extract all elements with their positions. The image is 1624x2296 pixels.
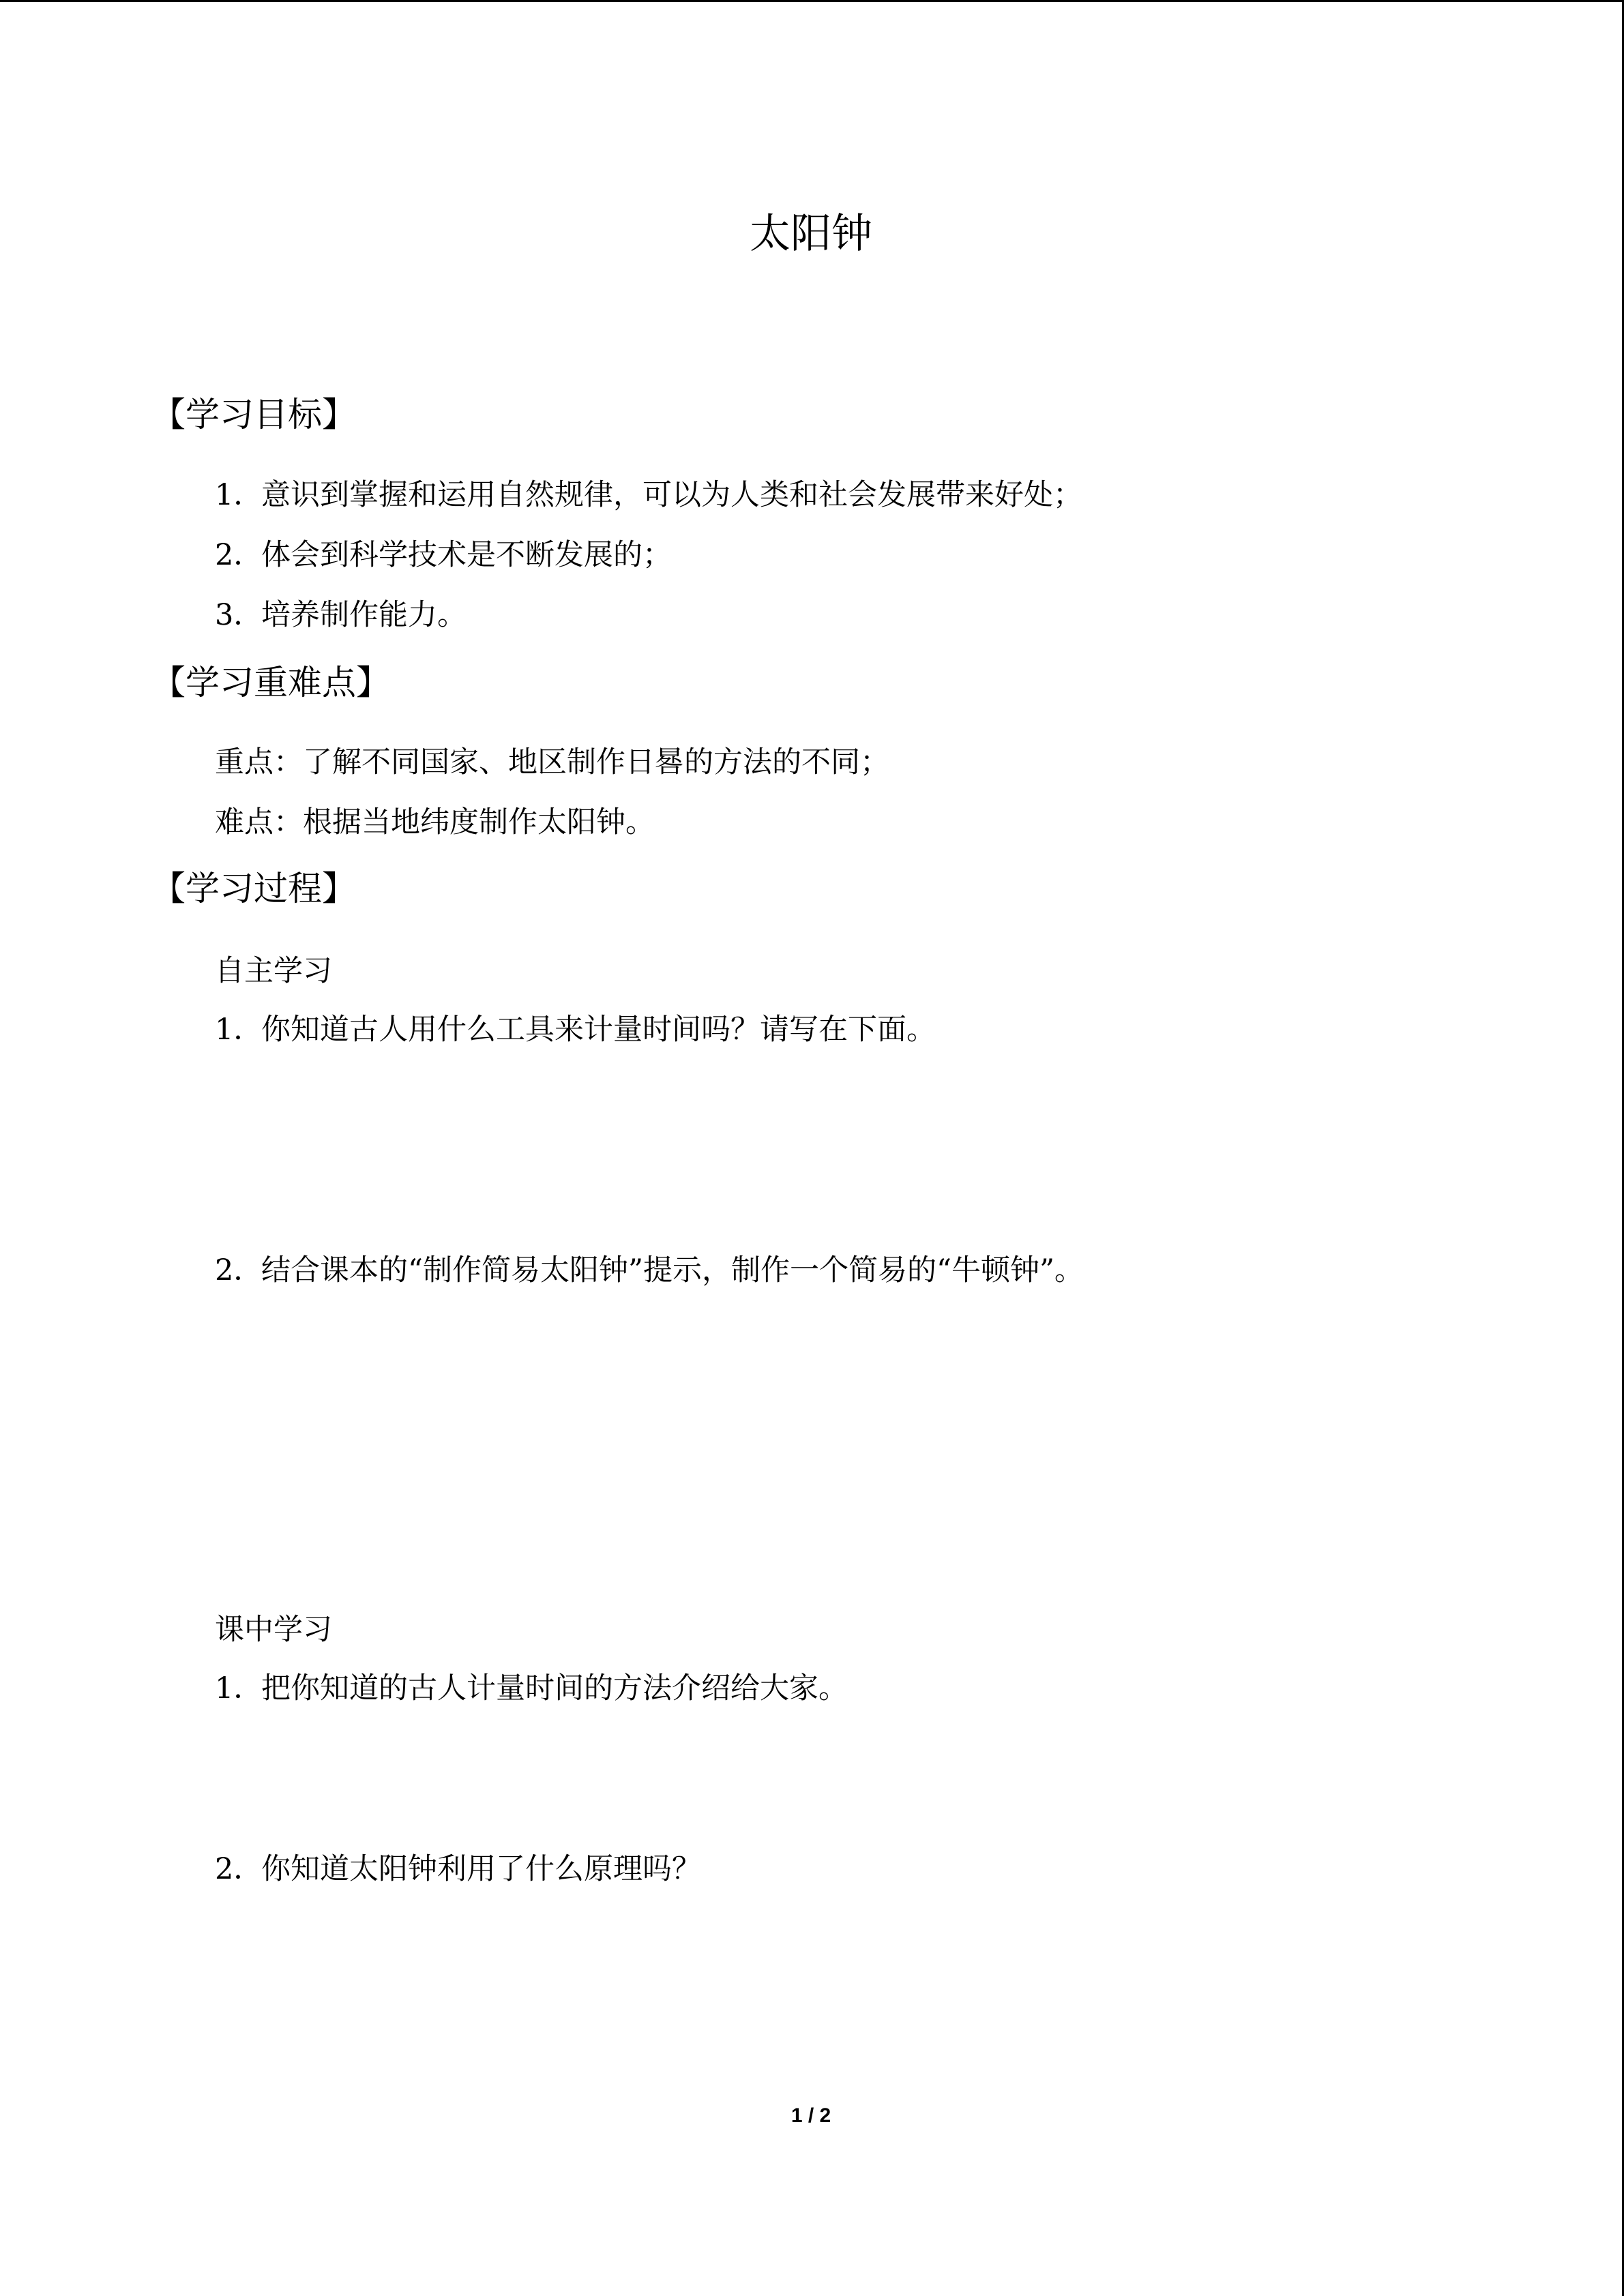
self-study-item-1 xyxy=(215,1009,936,1050)
objective-text: 体会到科学技术是不断发展的； xyxy=(261,538,672,572)
question-text: 你知道古人用什么工具来计量时间吗？请写在下面。 xyxy=(261,1013,936,1047)
objective-number: 2． xyxy=(215,538,263,572)
objective-item-3 xyxy=(215,595,467,636)
self-study-title: 自主学习 xyxy=(215,954,332,988)
question-number: 1． xyxy=(215,1013,263,1047)
self-study-item-2 xyxy=(215,1250,1084,1291)
question-text: 你知道太阳钟利用了什么原理吗？ xyxy=(261,1852,701,1886)
document-title: 太阳钟 xyxy=(750,210,872,258)
page-number: 1 / 2 xyxy=(791,2104,831,2127)
objective-item-1 xyxy=(215,475,1082,516)
focus-point: 重点：了解不同国家、地区制作日晷的方法的不同； xyxy=(215,745,889,779)
objective-item-2 xyxy=(215,535,672,576)
in-class-item-2 xyxy=(215,1849,701,1890)
objective-number: 1． xyxy=(215,478,263,512)
question-number: 2． xyxy=(215,1253,263,1287)
objective-text: 意识到掌握和运用自然规律，可以为人类和社会发展带来好处； xyxy=(261,478,1082,512)
objectives-heading: 【学习目标】 xyxy=(151,395,356,434)
key-points-heading: 【学习重难点】 xyxy=(151,663,390,702)
question-text: 结合课本的“制作简易太阳钟”提示，制作一个简易的“牛顿钟”。 xyxy=(261,1253,1084,1287)
in-class-item-1 xyxy=(215,1668,848,1709)
question-text: 把你知道的古人计量时间的方法介绍给大家。 xyxy=(261,1671,848,1705)
objective-number: 3． xyxy=(215,598,263,632)
objective-text: 培养制作能力。 xyxy=(261,598,467,632)
question-number: 1． xyxy=(215,1671,263,1705)
process-heading: 【学习过程】 xyxy=(151,869,356,908)
in-class-title: 课中学习 xyxy=(215,1613,332,1647)
question-number: 2． xyxy=(215,1852,263,1886)
difficulty-point: 难点：根据当地纬度制作太阳钟。 xyxy=(215,805,655,839)
